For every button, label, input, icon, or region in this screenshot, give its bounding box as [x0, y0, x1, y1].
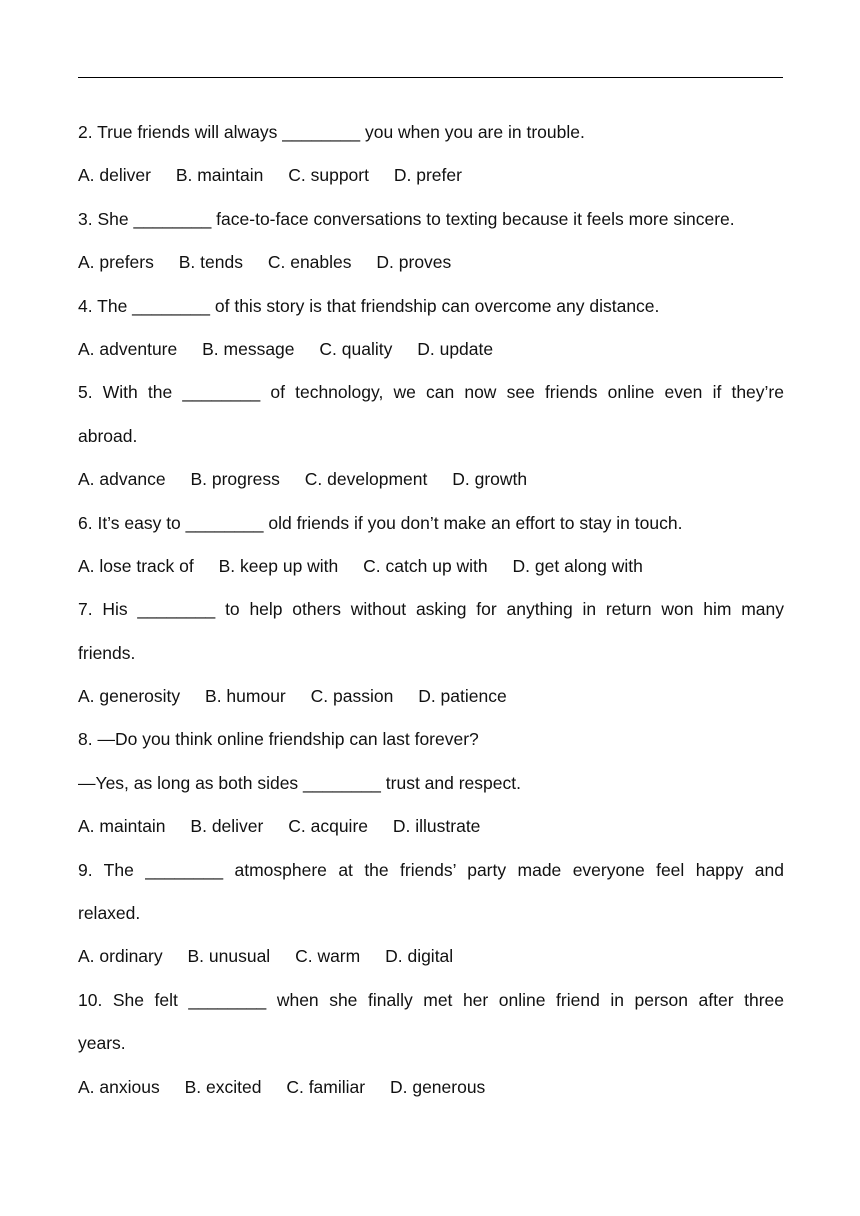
option-d: D. patience: [418, 686, 507, 707]
question-5-stem-line-1: 5. With the ________ of technology, we can now see friends online even if they’re: [78, 382, 784, 403]
question-list: [78, 111, 784, 1109]
option-c: C. warm: [295, 946, 361, 967]
option-a: A. maintain: [78, 816, 166, 837]
option-c: C. familiar: [286, 1076, 366, 1097]
option-b: B. message: [202, 338, 295, 359]
option-c: C. enables: [267, 252, 352, 273]
option-b: B. humour: [205, 686, 286, 707]
question-7-options: [78, 675, 784, 718]
question-7-stem-line-2: friends.: [78, 642, 136, 663]
option-c: C. support: [288, 165, 369, 186]
option-b: B. progress: [190, 469, 280, 490]
question-9-stem-line-1: 9. The ________ atmosphere at the friends’ party made everyone feel happy and: [78, 859, 784, 880]
option-a: A. ordinary: [78, 946, 163, 967]
option-b: B. deliver: [190, 816, 264, 837]
option-c: C. passion: [310, 686, 394, 707]
option-a: A. anxious: [78, 1076, 160, 1097]
option-a: A. adventure: [78, 338, 178, 359]
option-c: C. catch up with: [363, 555, 488, 576]
question-6-stem: 6. It’s easy to ________ old friends if you don’t make an effort to stay in touch.: [78, 512, 683, 533]
option-a: A. advance: [78, 469, 166, 490]
question-8-stem-line-2: —Yes, as long as both sides ________ trust and respect.: [78, 772, 521, 793]
question-5-options: [78, 458, 784, 501]
question-10-stem-line-2: years.: [78, 1033, 126, 1054]
option-a: A. lose track of: [78, 555, 194, 576]
question-9-stem-line-2: relaxed.: [78, 903, 141, 924]
option-d: D. illustrate: [392, 816, 481, 837]
option-b: B. tends: [178, 252, 243, 273]
option-b: B. excited: [184, 1076, 262, 1097]
option-d: D. proves: [376, 252, 452, 273]
option-d: D. update: [417, 338, 494, 359]
question-2-stem: 2. True friends will always ________ you when you are in trouble.: [78, 122, 585, 142]
option-c: C. quality: [319, 338, 393, 359]
question-6-options: [78, 545, 784, 588]
header-rule: [78, 77, 783, 78]
option-d: D. get along with: [512, 555, 643, 576]
question-4-options: [78, 328, 784, 371]
option-c: C. development: [304, 469, 428, 490]
option-a: A. generosity: [78, 686, 181, 707]
option-d: D. prefer: [393, 165, 462, 186]
question-10-stem-line-1: 10. She felt ________ when she finally met her online friend in person after three: [78, 989, 784, 1010]
option-c: C. acquire: [288, 816, 369, 837]
question-10-options: [78, 1066, 784, 1109]
question-3-options: [78, 241, 784, 284]
question-9-options: [78, 935, 784, 978]
question-8-options: [78, 805, 784, 848]
question-8-stem-line-1: 8. —Do you think online friendship can last forever?: [78, 729, 479, 750]
option-a: A. prefers: [78, 252, 154, 273]
option-d: D. growth: [452, 469, 528, 490]
option-d: D. digital: [385, 946, 454, 967]
option-b: B. keep up with: [218, 555, 339, 576]
question-7-stem-line-1: 7. His ________ to help others without asking for anything in return won him many: [78, 599, 784, 620]
question-2-options: [78, 154, 784, 197]
option-d: D. generous: [389, 1076, 486, 1097]
question-4-stem: 4. The ________ of this story is that friendship can overcome any distance.: [78, 295, 660, 316]
option-a: A. deliver: [78, 165, 151, 186]
question-3-stem: 3. She ________ face-to-face conversations to texting because it feels more sincere.: [78, 208, 735, 229]
option-b: B. unusual: [187, 946, 271, 967]
question-5-stem-line-2: abroad.: [78, 425, 138, 446]
option-b: B. maintain: [175, 165, 264, 186]
